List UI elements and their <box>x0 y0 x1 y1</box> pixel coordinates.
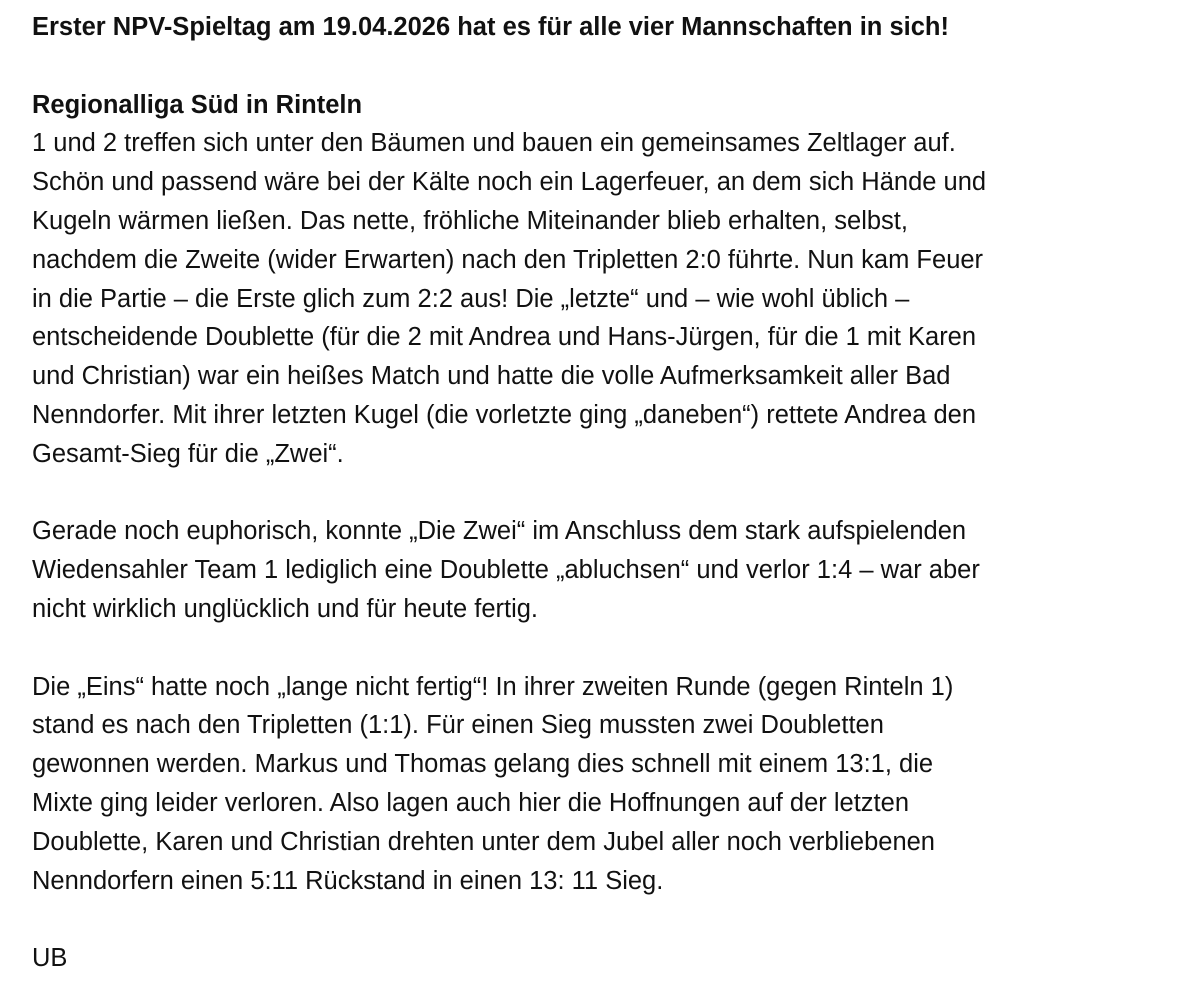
paragraph-3: Die „Eins“ hatte noch „lange nicht fertig“! In ihrer zweiten Runde (gegen Rinteln 1) stand es nach den Tripletten (1:1). Für einen Sieg mussten zwei Doubletten gewonnen werden. Markus und Thomas gelang dies schnell mit einem 13:1, die Mixte ging leider verloren. Also lagen auch hier die Hoffnungen auf der letzten Doublette, Karen und Christian drehten unter dem Jubel aller noch verbliebenen Nenndorfern einen 5:11 Rückstand in einen 13: 11 Sieg. <box>32 672 954 895</box>
paragraph-2: Gerade noch euphorisch, konnte „Die Zwei“ im Anschluss dem stark aufspielenden Wiedensahler Team 1 lediglich eine Doublette „abluchsen“ und verlor 1:4 – war aber nicht wirklich unglücklich und für heute fertig. <box>32 517 980 623</box>
article-headline: Erster NPV-Spieltag am 19.04.2026 hat es für alle vier Mannschaften in sich! <box>32 13 949 41</box>
section-title: Regionalliga Süd in Rinteln <box>32 90 363 119</box>
paragraph-1: 1 und 2 treffen sich unter den Bäumen und bauen ein gemeinsames Zeltlager auf. Schön und passend wäre bei der Kälte noch ein Lagerfeuer, an dem sich Hände und Kugeln wärmen ließen. Das nette, fröhliche Miteinander blieb erhalten, selbst, nachdem die Zweite (wider Erwarten) nach den Tripletten 2:0 führte. Nun kam Feuer in die Partie – die Erste glich zum 2:2 aus! Die „letzte“ und – wie wohl üblich – entscheidende Doublette (für die 2 mit Andrea und Hans-Jürgen, für die 1 mit Karen und Christian) war ein heißes Match und hatte die volle Aufmerksamkeit aller Bad Nenndorfer. Mit ihrer letzten Kugel (die vorletzte ging „daneben“) rettete Andrea den Gesamt-Sieg für die „Zwei“. <box>32 129 987 468</box>
author-signature: UB <box>32 944 68 973</box>
